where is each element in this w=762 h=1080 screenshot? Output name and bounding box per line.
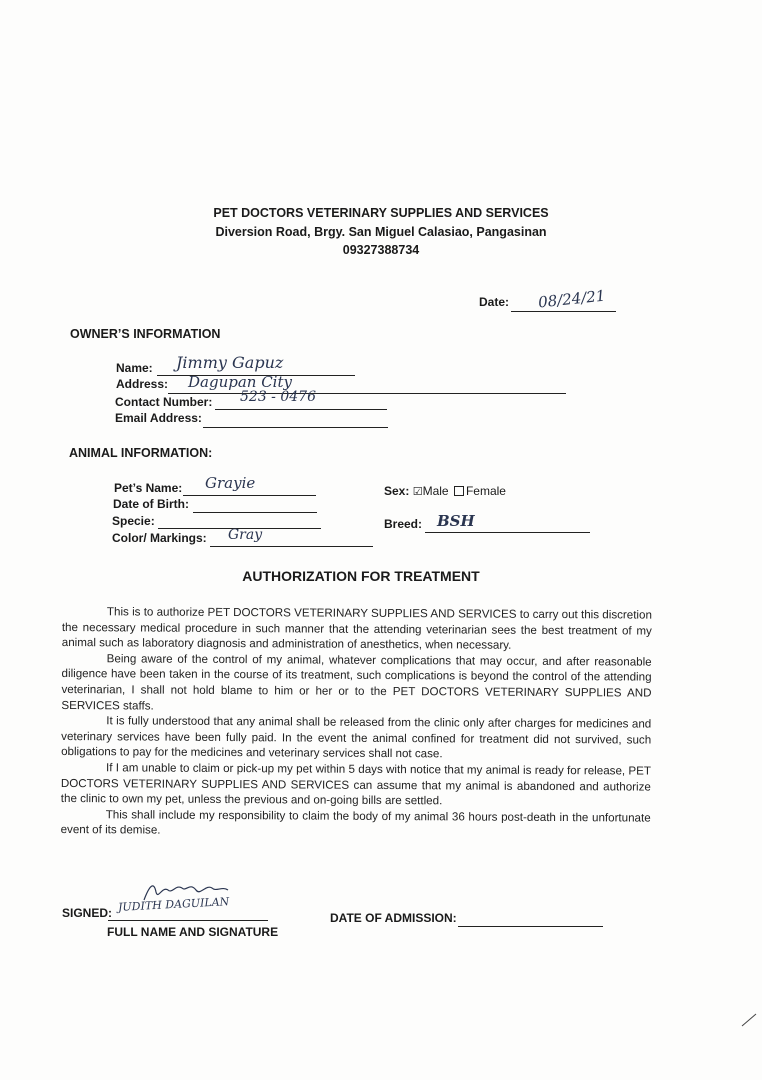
sex-field xyxy=(384,484,506,498)
sex-female-option: Female xyxy=(465,484,506,498)
date-line xyxy=(511,311,616,312)
owner-contact-label: Contact Number: xyxy=(115,395,213,409)
authorization-body xyxy=(61,604,652,842)
pet-name-line xyxy=(183,495,316,496)
authorization-paragraph: This shall include my responsibility to claim the body of my animal 36 hours post-death in the unfortunate event of its demise. xyxy=(60,807,651,837)
color-value: Gray xyxy=(228,527,263,543)
owner-address-label: Address: xyxy=(116,377,169,391)
dob-line xyxy=(193,512,317,513)
owner-name-label: Name: xyxy=(116,361,153,375)
breed-value: BSH xyxy=(437,512,475,530)
date-value: 08/24/21 xyxy=(537,286,607,312)
owner-name-value: Jimmy Gapuz xyxy=(176,353,284,372)
owner-address-value: Dagupan City xyxy=(188,373,292,391)
signature-scribble xyxy=(140,878,240,906)
company-address: Diversion Road, Brgy. San Miguel Calasiao, Pangasinan xyxy=(215,225,547,239)
company-name: PET DOCTORS VETERINARY SUPPLIES AND SERVICES xyxy=(213,206,549,220)
authorization-title: AUTHORIZATION FOR TREATMENT xyxy=(242,568,480,584)
authorization-paragraph: If I am unable to claim or pick-up my pet within 5 days with notice that my animal is ready for release, PET DOCTORS VETERINARY SUPPLIES AND SERVICES can assume that my animal is abandoned and authorize the clinic to own my pet, unless the previous and on-going bills are settled. xyxy=(60,761,652,808)
signed-label: SIGNED: xyxy=(62,906,113,920)
owner-email-line xyxy=(203,427,388,428)
pet-name-value: Grayie xyxy=(205,474,256,492)
specie-label: Specie: xyxy=(112,514,155,528)
signature-caption: FULL NAME AND SIGNATURE xyxy=(107,925,279,939)
animal-section-title: ANIMAL INFORMATION: xyxy=(69,446,213,460)
authorization-paragraph: This is to authorize PET DOCTORS VETERINARY SUPPLIES AND SERVICES to carry out this discretion the necessary medical procedure in such manner that the attending veterinarian sees the best treatment of my animal such as laboratory diagnosis and administration of anesthetics, when necessary. xyxy=(61,605,652,652)
sex-label: Sex: xyxy=(384,484,410,498)
admission-line xyxy=(458,926,603,927)
pet-name-label: Pet’s Name: xyxy=(114,481,183,495)
color-label: Color/ Markings: xyxy=(112,531,207,545)
pen-mark xyxy=(740,1010,760,1030)
admission-label: DATE OF ADMISSION: xyxy=(330,911,457,925)
owner-address-line xyxy=(168,393,566,394)
signed-value: JUDITH DAGUILAN xyxy=(117,895,230,914)
dob-label: Date of Birth: xyxy=(113,497,189,511)
sex-male-option: Male xyxy=(422,484,449,498)
breed-line xyxy=(425,532,590,533)
owner-email-label: Email Address: xyxy=(115,411,202,425)
signed-line xyxy=(108,920,268,921)
male-checkbox-checked-icon[interactable]: ☑ xyxy=(412,486,423,499)
owner-section-title: OWNER’S INFORMATION xyxy=(70,327,221,341)
breed-label: Breed: xyxy=(384,517,423,531)
date-label: Date: xyxy=(479,295,510,309)
owner-contact-line xyxy=(215,409,387,410)
owner-contact-value: 523 - 0476 xyxy=(240,389,316,405)
color-line xyxy=(210,546,373,547)
female-checkbox-icon[interactable] xyxy=(454,486,464,496)
company-phone: 09327388734 xyxy=(342,243,420,257)
authorization-paragraph: It is fully understood that any animal shall be released from the clinic only after charges for medicines and veterinary services have been fully paid. In the event the animal confined for treatment did not survived, such obligations to pay for the medicines and veterinary services shall not case. xyxy=(61,714,652,761)
authorization-paragraph: Being aware of the control of my animal, whatever complications that may occur, and after reasonable diligence have been taken in the course of its treatment, such complications is beyond the control of the attending veterinarian, I shall not hold blame to him or her or to the PET DOCTORS VETERINARY SUPPLIES AND SERVICES staffs. xyxy=(61,652,652,713)
